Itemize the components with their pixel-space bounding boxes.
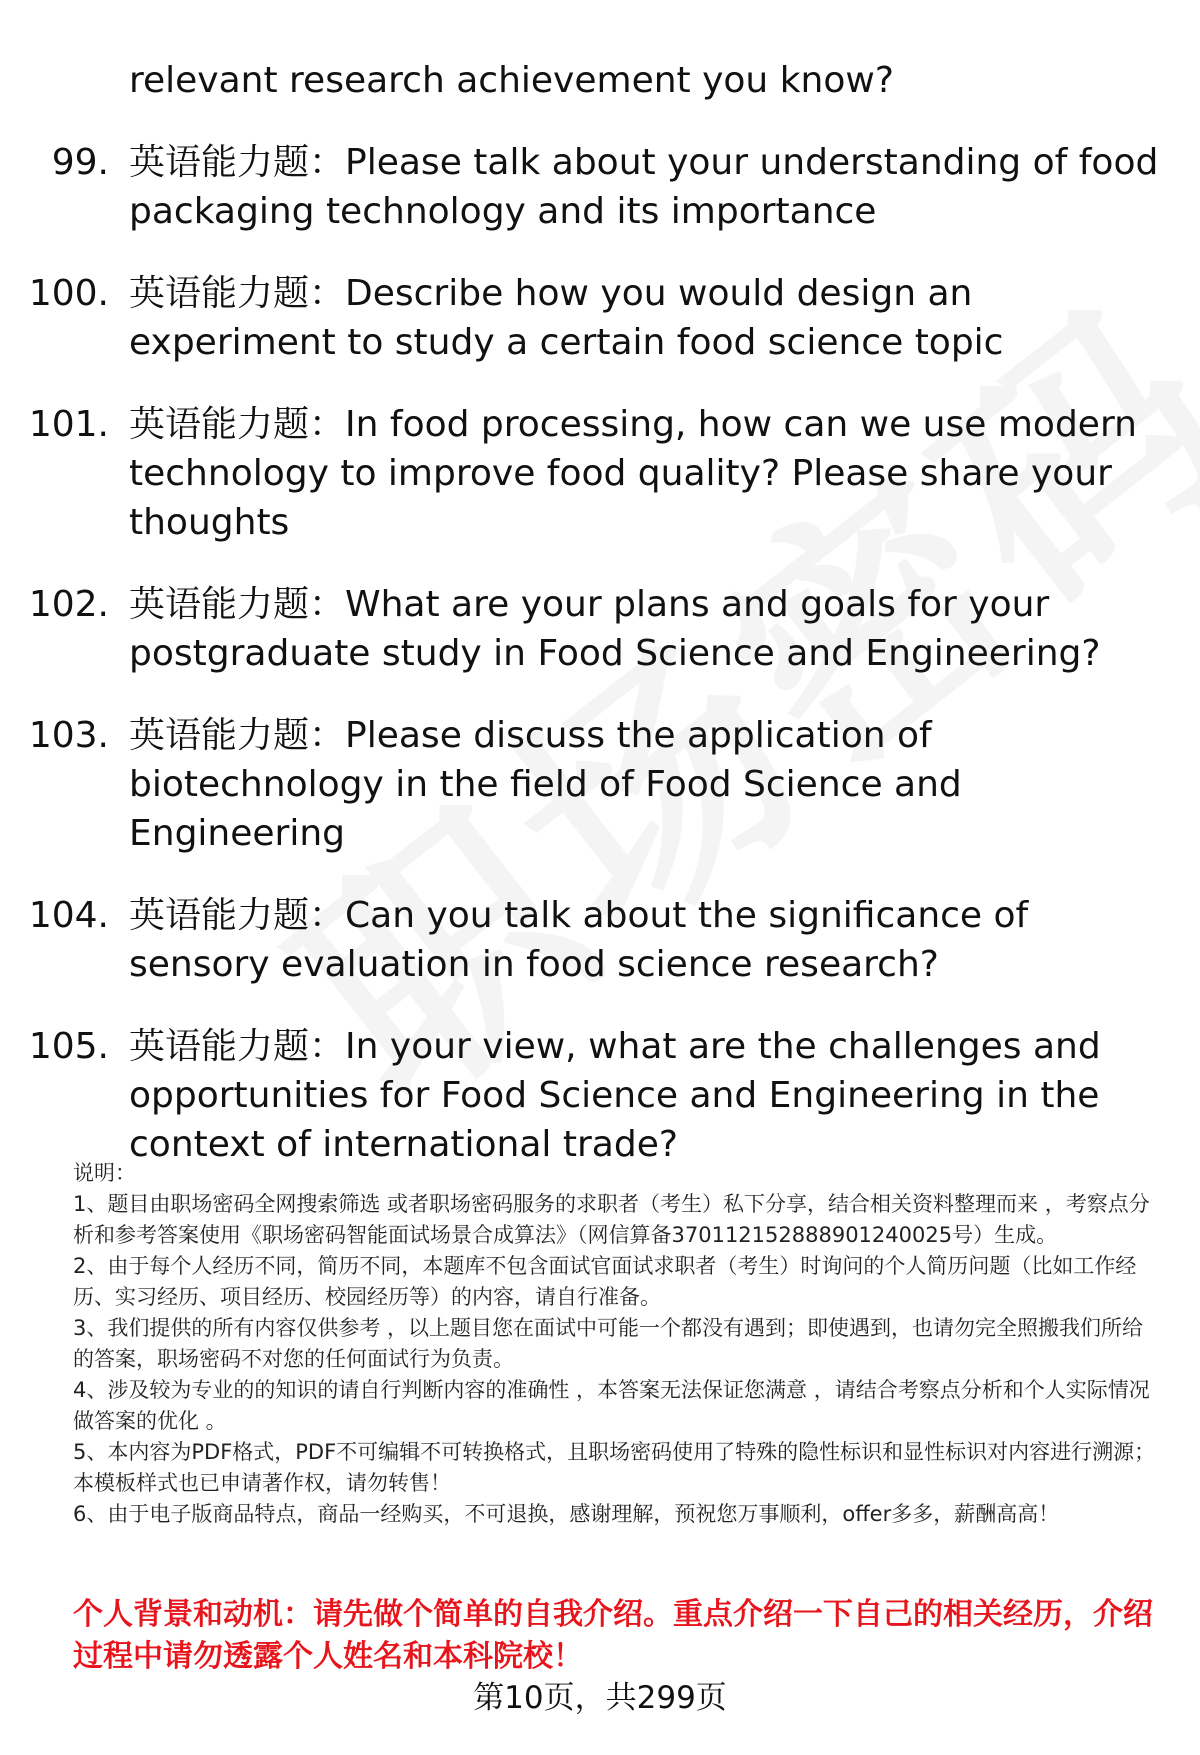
note-item: 6、由于电子版商品特点，商品一经购买，不可退换，感谢理解，预祝您万事顺利，offer多多，薪酬高高！ (73, 1502, 1060, 1526)
note-item: 4、涉及较为专业的的知识的请自行判断内容的准确性 ，本答案无法保证您满意 ，请结合考察点分析和个人实际情况做答案的优化 。 (73, 1378, 1150, 1433)
page-number: 第10页，共299页 (473, 1680, 727, 1716)
question-prefix: 英语能力题： (129, 715, 346, 756)
question-text (129, 138, 1169, 236)
question-content: In food processing, how can we use modern technology to improve food quality? Please share your thoughts (129, 404, 1137, 543)
question-103 (0, 711, 1200, 858)
question-text: relevant research achievement you know? (129, 60, 894, 101)
question-105 (0, 1022, 1200, 1169)
question-text (129, 400, 1169, 547)
question-100 (0, 269, 1200, 367)
question-prefix: 英语能力题： (129, 895, 346, 936)
question-104 (0, 891, 1200, 989)
question-101 (0, 400, 1200, 547)
question-content: What are your plans and goals for your postgraduate study in Food Science and Engineering? (129, 584, 1101, 674)
background-callout: 个人背景和动机：请先做个简单的自我介绍。重点介绍一下自己的相关经历，介绍过程中请勿透露个人姓名和本科院校！ (73, 1597, 1153, 1674)
question-content: Please talk about your understanding of food packaging technology and its importance (129, 142, 1159, 232)
question-text (129, 580, 1169, 678)
question-text (129, 711, 1169, 858)
question-prefix: 英语能力题： (129, 584, 346, 625)
question-99 (0, 138, 1200, 236)
question-prefix: 英语能力题： (129, 142, 346, 183)
question-content: Describe how you would design an experiment to study a certain food science topic (129, 273, 1004, 363)
question-text (129, 891, 1169, 989)
question-number: 102. (28, 584, 109, 625)
question-content: Can you talk about the significance of sensory evaluation in food science research? (129, 895, 1029, 985)
question-prefix: 英语能力题： (129, 273, 346, 314)
note-item: 3、我们提供的所有内容仅供参考 ，以上题目您在面试中可能一个都没有遇到；即使遇到，也请勿完全照搬我们所给的答案，职场密码不对您的任何面试行为负责。 (73, 1316, 1144, 1371)
question-continuation (0, 56, 1200, 105)
question-number: 101. (28, 404, 109, 445)
note-item: 5、本内容为PDF格式，PDF不可编辑不可转换格式，且职场密码使用了特殊的隐性标识和显性标识对内容进行溯源；本模板样式也已申请著作权，请勿转售！ (73, 1440, 1156, 1495)
question-list (0, 56, 1200, 1202)
question-text (129, 1022, 1169, 1169)
question-number: 105. (28, 1026, 109, 1067)
question-content: In your view, what are the challenges and opportunities for Food Science and Engineering in the context of international trade? (129, 1026, 1101, 1165)
question-number: 100. (28, 273, 109, 314)
question-text (129, 269, 1169, 367)
notes-heading: 说明： (73, 1161, 136, 1185)
question-number: 103. (28, 715, 109, 756)
question-number: 104. (28, 895, 109, 936)
note-item: 2、由于每个人经历不同，简历不同，本题库不包含面试官面试求职者（考生）时询问的个人简历问题（比如工作经历、实习经历、项目经历、校园经历等）的内容，请自行准备。 (73, 1254, 1137, 1309)
question-102 (0, 580, 1200, 678)
notes-section (73, 1158, 1163, 1530)
question-prefix: 英语能力题： (129, 404, 346, 445)
question-prefix: 英语能力题： (129, 1026, 346, 1067)
question-content: Please discuss the application of biotechnology in the field of Food Science and Engineering (129, 715, 962, 854)
question-number: 99. (51, 142, 109, 183)
note-item: 1、题目由职场密码全网搜索筛选 或者职场密码服务的求职者（考生）私下分享，结合相关资料整理而来 ，考察点分析和参考答案使用《职场密码智能面试场景合成算法》（网信算备370112152888901240025号）生成。 (73, 1192, 1150, 1247)
